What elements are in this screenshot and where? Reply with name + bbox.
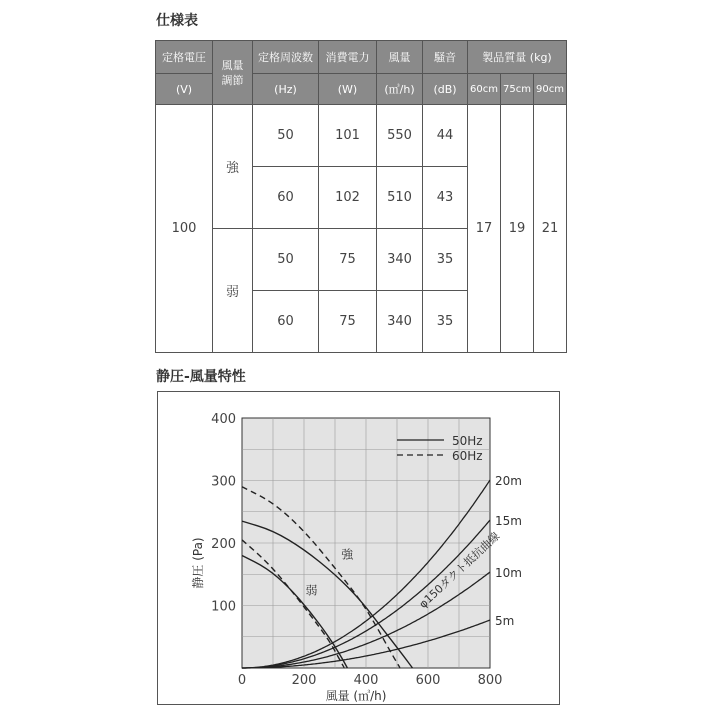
x-axis-label: 風量 (㎥/h) bbox=[325, 689, 387, 703]
hz-cell: 50 bbox=[253, 105, 319, 167]
unit-voltage: (V) bbox=[156, 74, 213, 105]
unit-width-90: 90cm bbox=[534, 74, 567, 105]
noise-cell: 44 bbox=[423, 105, 468, 167]
power-cell: 75 bbox=[319, 291, 377, 353]
y-tick-label: 200 bbox=[211, 537, 236, 552]
x-tick-label: 400 bbox=[353, 673, 379, 688]
header-power: 消費電力 bbox=[319, 41, 377, 74]
airflow-cell: 550 bbox=[377, 105, 423, 167]
unit-frequency: (Hz) bbox=[253, 74, 319, 105]
airflow-cell: 340 bbox=[377, 229, 423, 291]
header-airflow: 風量 bbox=[377, 41, 423, 74]
hz-cell: 50 bbox=[253, 229, 319, 291]
mode-strong-cell: 強 bbox=[213, 105, 253, 229]
duct-label: 5m bbox=[495, 614, 515, 628]
annotation-duct-curve: φ150ダクト抵抗曲線 bbox=[416, 529, 503, 611]
y-tick-label: 300 bbox=[211, 474, 236, 490]
weight-60-cell: 17 bbox=[468, 105, 501, 353]
power-cell: 101 bbox=[319, 105, 377, 167]
pressure-airflow-chart bbox=[158, 392, 559, 704]
header-frequency: 定格周波数 bbox=[253, 41, 319, 74]
unit-airflow: (㎥/h) bbox=[377, 74, 423, 105]
airflow-cell: 510 bbox=[377, 167, 423, 229]
voltage-cell: 100 bbox=[156, 105, 213, 353]
weight-90-cell: 21 bbox=[534, 105, 567, 353]
spec-table-title: 仕様表 bbox=[156, 13, 198, 29]
noise-cell: 35 bbox=[423, 229, 468, 291]
hz-cell: 60 bbox=[253, 291, 319, 353]
legend-label: 50Hz bbox=[452, 434, 483, 448]
y-tick-label: 100 bbox=[211, 599, 236, 615]
hz-cell: 60 bbox=[253, 167, 319, 229]
airflow-cell: 340 bbox=[377, 291, 423, 353]
annotation-strong: 強 bbox=[341, 547, 354, 562]
x-tick-label: 0 bbox=[237, 673, 247, 688]
power-cell: 102 bbox=[319, 167, 377, 229]
y-axis-label: 静圧 (Pa) bbox=[191, 537, 205, 589]
spec-table bbox=[155, 40, 567, 353]
y-tick-label: 400 bbox=[211, 412, 236, 427]
noise-cell: 43 bbox=[423, 167, 468, 229]
mode-weak-cell: 弱 bbox=[213, 229, 253, 353]
chart-title: 静圧-風量特性 bbox=[156, 369, 246, 385]
chart-frame bbox=[157, 391, 560, 705]
unit-width-60: 60cm bbox=[468, 74, 501, 105]
unit-power: (W) bbox=[319, 74, 377, 105]
legend-label: 60Hz bbox=[452, 449, 483, 463]
header-voltage: 定格電圧 bbox=[156, 41, 213, 74]
noise-cell: 35 bbox=[423, 291, 468, 353]
unit-noise: (dB) bbox=[423, 74, 468, 105]
header-airflow-adjust: 風量調節 bbox=[213, 41, 253, 105]
power-cell: 75 bbox=[319, 229, 377, 291]
duct-label: 10m bbox=[495, 566, 522, 580]
x-tick-label: 800 bbox=[477, 673, 503, 688]
header-weight: 製品質量 (kg) bbox=[468, 41, 567, 74]
header-noise: 騒音 bbox=[423, 41, 468, 74]
duct-label: 20m bbox=[495, 474, 522, 488]
annotation-weak: 弱 bbox=[305, 583, 318, 598]
weight-75-cell: 19 bbox=[501, 105, 534, 353]
x-tick-label: 200 bbox=[291, 673, 317, 688]
x-tick-label: 600 bbox=[415, 673, 441, 688]
duct-label: 15m bbox=[495, 514, 522, 528]
table-row bbox=[156, 105, 567, 167]
unit-width-75: 75cm bbox=[501, 74, 534, 105]
